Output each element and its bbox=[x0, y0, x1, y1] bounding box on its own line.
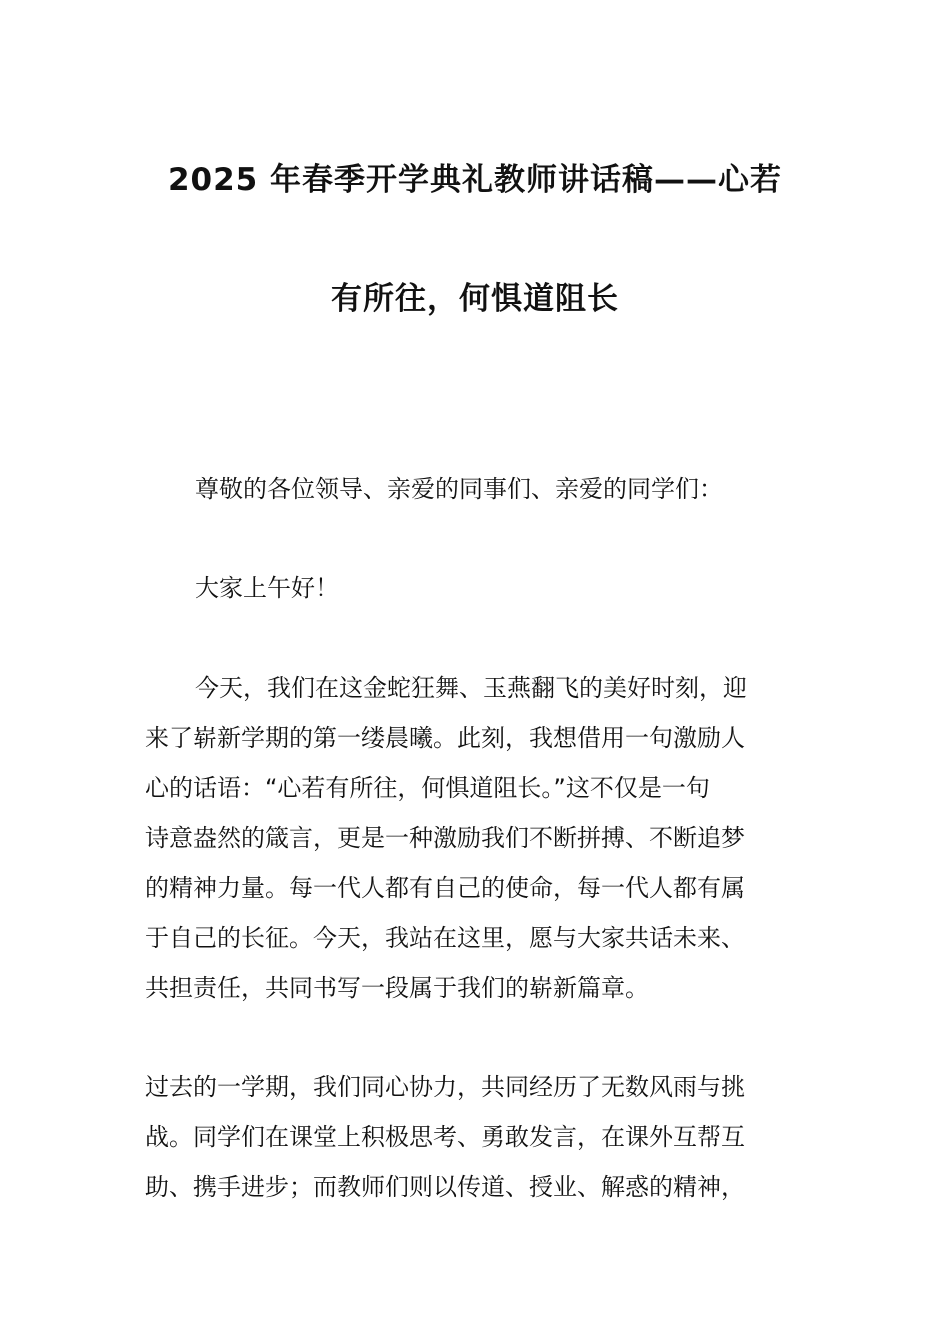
body-paragraph-2 bbox=[145, 1062, 807, 1212]
paragraph-line: 诗意盎然的箴言，更是一种激励我们不断拼搏、不断追梦 bbox=[145, 824, 745, 852]
salutation-text: 尊敬的各位领导、亲爱的同事们、亲爱的同学们： bbox=[195, 475, 723, 503]
paragraph-line: 共担责任，共同书写一段属于我们的崭新篇章。 bbox=[145, 974, 649, 1002]
document-title-line-1: 2025 年春季开学典礼教师讲话稿——心若 bbox=[167, 162, 783, 198]
salutation-paragraph bbox=[145, 464, 807, 514]
document-title-line-2: 有所往，何惧道阻长 bbox=[331, 281, 619, 317]
paragraph-line: 今天，我们在这金蛇狂舞、玉燕翻飞的美好时刻，迎 bbox=[195, 674, 747, 702]
paragraph-line: 战。同学们在课堂上积极思考、勇敢发言，在课外互帮互 bbox=[145, 1123, 745, 1151]
paragraph-line: 的精神力量。每一代人都有自己的使命，每一代人都有属 bbox=[145, 874, 745, 902]
paragraph-line: 助、携手进步；而教师们则以传道、授业、解惑的精神， bbox=[145, 1173, 745, 1201]
greeting-text: 大家上午好！ bbox=[195, 574, 339, 602]
paragraph-line: 心的话语：“心若有所往，何惧道阻长。”这不仅是一句 bbox=[145, 774, 710, 802]
paragraph-line: 于自己的长征。今天，我站在这里，愿与大家共话未来、 bbox=[145, 924, 745, 952]
greeting-paragraph bbox=[145, 563, 807, 613]
paragraph-line: 过去的一学期，我们同心协力，共同经历了无数风雨与挑 bbox=[145, 1073, 745, 1101]
body-paragraph-1 bbox=[145, 663, 807, 1013]
paragraph-line: 来了崭新学期的第一缕晨曦。此刻，我想借用一句激励人 bbox=[145, 724, 745, 752]
